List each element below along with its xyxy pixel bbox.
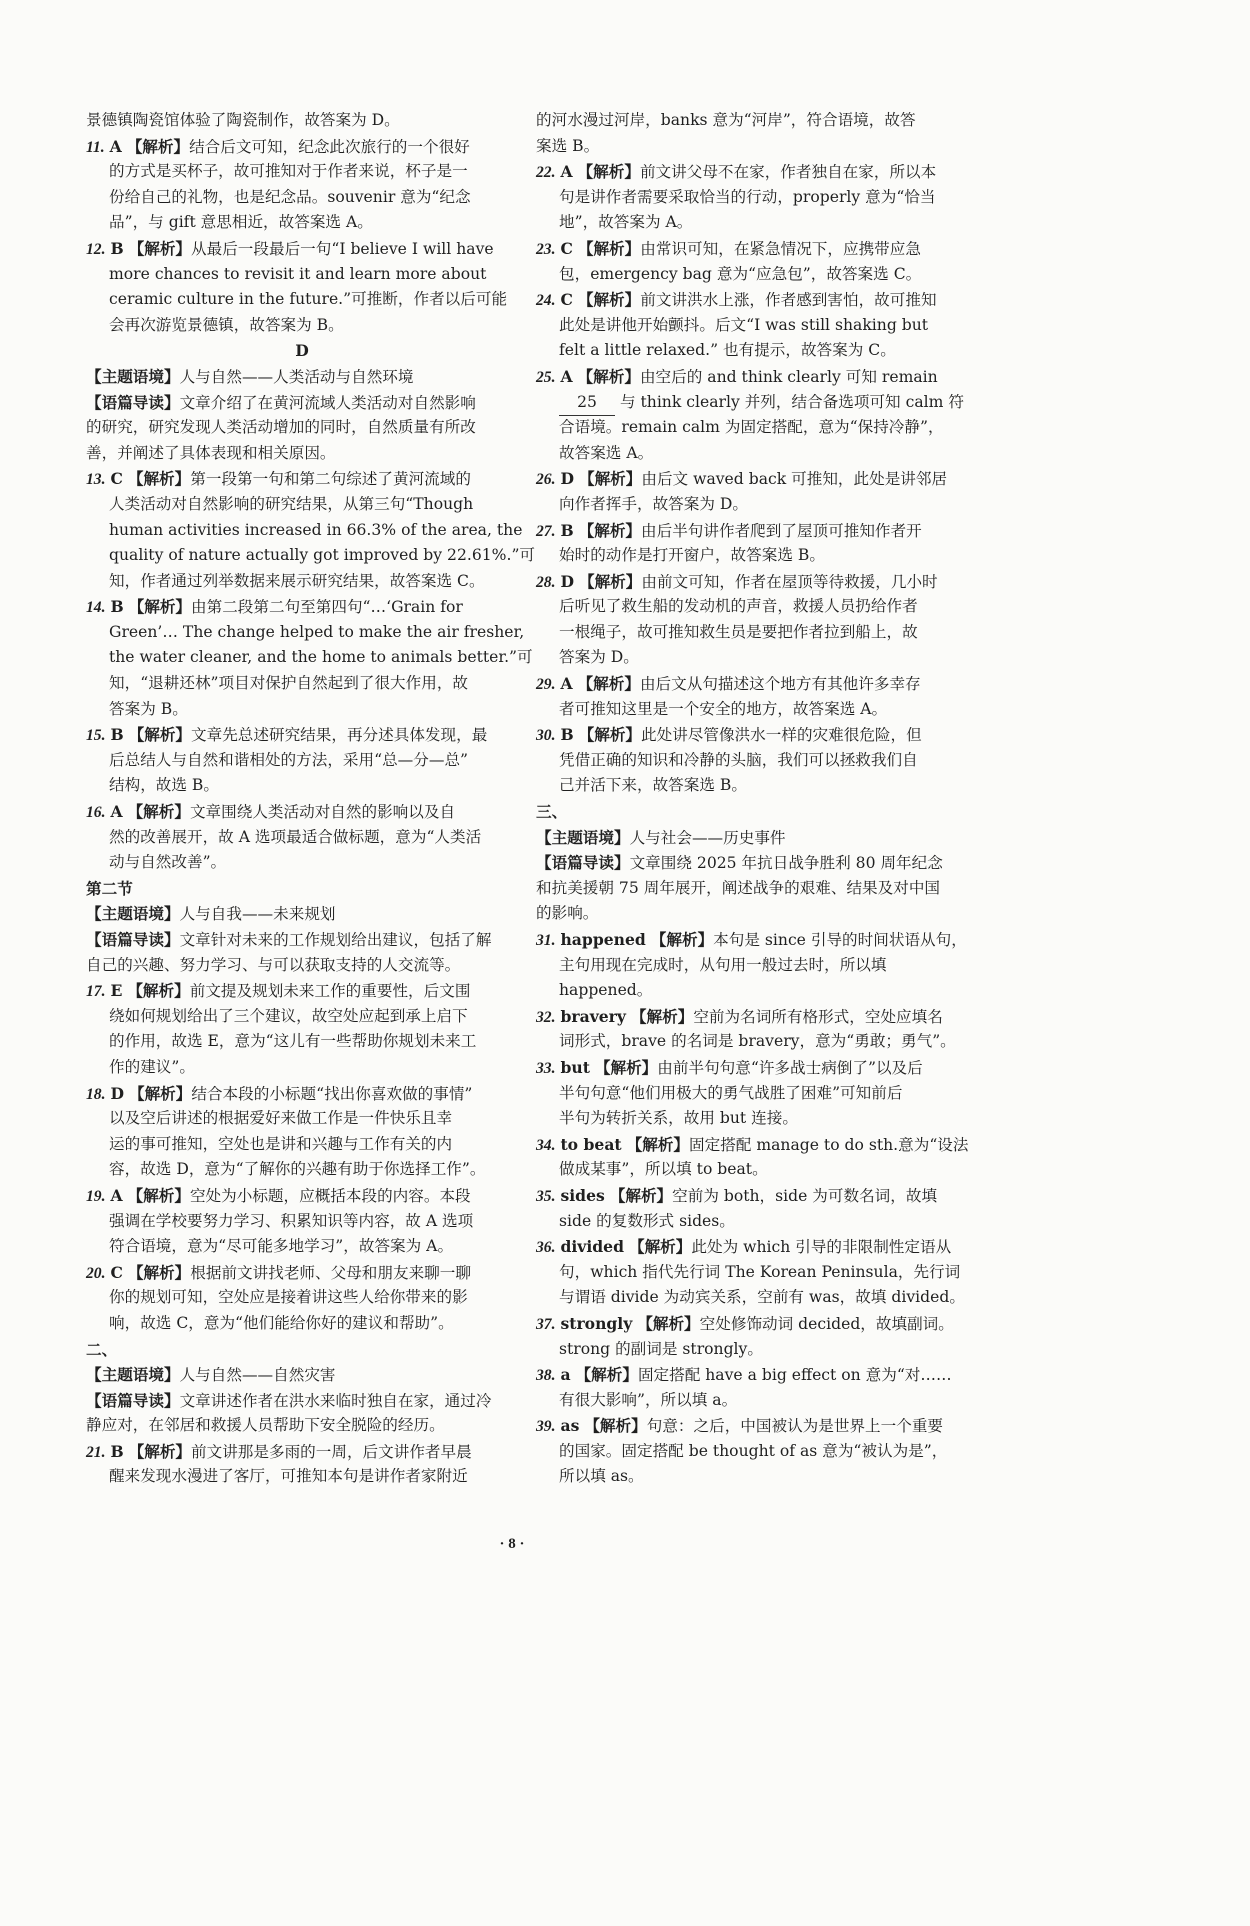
- text-line: 答案为 D。: [559, 648, 639, 667]
- answer-item: [86, 466, 536, 594]
- analysis-tag: 【解析】: [577, 290, 641, 310]
- answer-choice: B: [110, 1441, 124, 1461]
- text-line: [86, 364, 518, 390]
- text-line: happened。: [559, 981, 653, 1000]
- answer-choice: A: [560, 366, 573, 386]
- text-line: [86, 594, 518, 620]
- question-number: 13.: [86, 471, 106, 489]
- text-line: [536, 236, 972, 262]
- text-line: [536, 287, 972, 313]
- answer-item: [86, 1260, 518, 1337]
- section-heading: D: [295, 341, 309, 361]
- analysis-text: 空处为小标题，应概括本段的内容。本段: [189, 1186, 471, 1205]
- context-block: [86, 1388, 518, 1439]
- question-number: 23.: [536, 240, 556, 258]
- text-line: 醒来发现水漫进了客厅，可推知本句是讲作者家附近: [109, 1467, 468, 1486]
- analysis-text: 前文提及规划未来工作的重要性，后文围: [189, 982, 471, 1001]
- question-number: 33.: [536, 1059, 556, 1077]
- answer-choice: C: [560, 238, 573, 258]
- text-line: human activities increased in 66.3% of the area, the: [109, 520, 523, 539]
- text-line: ceramic culture in the future.”可推断，作者以后可能: [109, 290, 508, 309]
- text-line: Green’… The change helped to make the air fresher,: [109, 622, 525, 641]
- analysis-text: 由前文可知，作者在屋顶等待救援，几小时: [641, 572, 938, 591]
- text-line: 知，“退耕还林”项目对保护自然起到了很大作用，故: [109, 674, 469, 693]
- analysis-tag: 【解析】: [127, 802, 190, 822]
- answer-choice: D: [560, 469, 574, 489]
- text-line: 品”，与 gift 意思相近，故答案选 A。: [109, 213, 373, 232]
- section-title: 第二节: [86, 878, 133, 898]
- text-line: 答案为 B。: [109, 699, 188, 718]
- analysis-tag: 【解析】: [626, 1134, 689, 1154]
- context-text: 人与自然——人类活动与自然环境: [179, 367, 414, 386]
- answer-item: [536, 1234, 972, 1311]
- text-line: [86, 1260, 518, 1286]
- analysis-tag: 【解析】: [575, 1365, 638, 1385]
- analysis-tag: 【解析】: [127, 1185, 190, 1205]
- text-line: [86, 1388, 518, 1414]
- answer-item: [86, 978, 518, 1080]
- text-line: 响，故选 C，意为“他们能给你好的建议和帮助”。: [109, 1313, 454, 1332]
- question-number: 15.: [86, 727, 106, 745]
- analysis-tag: 【解析】: [577, 238, 641, 258]
- answer-choice: B: [110, 725, 124, 745]
- question-number: 25.: [536, 368, 556, 386]
- text-line: [536, 722, 972, 748]
- analysis-tag: 【解析】: [594, 1057, 658, 1077]
- text-line: 所以填 as。: [559, 1467, 644, 1486]
- text-line: 动与自然改善”。: [109, 853, 227, 872]
- text-line: [86, 466, 518, 492]
- text-line: 案选 B。: [536, 136, 600, 155]
- analysis-text: 固定搭配 have a big effect on 意为“对……: [637, 1366, 952, 1385]
- analysis-tag: 【解析】: [650, 930, 714, 949]
- question-number: 18.: [86, 1085, 106, 1103]
- text-line: [86, 1081, 518, 1107]
- context-label: 【主题语境】: [86, 1365, 180, 1385]
- text-line: [536, 671, 972, 697]
- analysis-tag: 【解析】: [578, 469, 642, 489]
- answer-item: [536, 287, 972, 364]
- answer-item: [536, 1132, 972, 1183]
- question-number: 28.: [536, 573, 556, 591]
- text-line: 者可推知这里是一个安全的地方，故答案选 A。: [559, 699, 888, 718]
- text-line: 和抗美援朝 75 周年展开，阐述战争的艰难、结果及对中国: [536, 878, 941, 897]
- analysis-text: 文章先总述研究结果，再分述具体发现，最: [191, 726, 488, 745]
- context-label: 【语篇导读】: [536, 853, 630, 873]
- text-line: 人类活动对自然影响的研究结果，从第三句“Though: [109, 494, 474, 513]
- text-line: [86, 799, 518, 825]
- answer-choice: A: [560, 674, 573, 694]
- text-line: 以及空后讲述的根据爱好来做工作是一件快乐且幸: [109, 1109, 453, 1128]
- text-line: [86, 390, 518, 416]
- answer-item: [86, 594, 533, 722]
- answer-item: [86, 1081, 518, 1183]
- text-line: 句是讲作者需要采取恰当的行动，properly 意为“恰当: [559, 187, 936, 206]
- answer-item: [536, 1183, 972, 1234]
- question-number: 20.: [86, 1264, 106, 1282]
- question-number: 30.: [536, 727, 556, 745]
- section-title: 二、: [86, 1339, 118, 1359]
- text-line: [86, 978, 518, 1004]
- answer-choice: A: [109, 136, 122, 156]
- answer-choice: B: [560, 520, 574, 540]
- right-column: [536, 108, 972, 1490]
- text-line: 符合语境，意为“尽可能多地学习”，故答案为 A。: [109, 1237, 454, 1256]
- text-line: [536, 1362, 972, 1388]
- text-line: 的研究，研究发现人类活动增加的同时，自然质量有所改: [86, 418, 476, 437]
- context-text: 人与自我——未来规划: [179, 905, 336, 924]
- context-block: [86, 390, 518, 467]
- text-line: [536, 1004, 972, 1030]
- analysis-tag: 【解析】: [128, 238, 192, 258]
- section-title: 三、: [536, 802, 568, 822]
- analysis-text: 空处修饰动词 decided，故填副词。: [699, 1314, 954, 1333]
- answer-item: [536, 1413, 972, 1490]
- text-line: 凭借正确的知识和冷静的头脑，我们可以拯救我们自: [559, 750, 918, 769]
- answer-item: [536, 671, 972, 722]
- answer-choice: A: [110, 802, 123, 822]
- question-number: 29.: [536, 676, 556, 694]
- text-line: 半句为转折关系，故用 but 连接。: [559, 1109, 798, 1128]
- text-line: 此处是讲他开始颤抖。后文“I was still shaking but: [559, 315, 929, 334]
- analysis-tag: 【解析】: [128, 1441, 192, 1461]
- text-line: [536, 1234, 972, 1260]
- text-line: 善，并阐述了具体表现和相关原因。: [86, 443, 336, 462]
- question-number: 34.: [536, 1136, 556, 1154]
- text-line: [86, 134, 518, 160]
- question-number: 39.: [536, 1418, 556, 1436]
- analysis-text: 由后文从句描述这个地方有其他许多幸存: [639, 675, 921, 694]
- text-line: [536, 1413, 972, 1439]
- analysis-text: 文章围绕人类活动对自然的影响以及自: [189, 803, 456, 822]
- analysis-tag: 【解析】: [578, 520, 642, 540]
- answer-item: [86, 1183, 518, 1260]
- text-line: 合语境。remain calm 为固定搭配，意为“保持冷静”，: [559, 418, 944, 437]
- analysis-text: 前文讲父母不在家，作者独自在家，所以本: [639, 163, 937, 182]
- analysis-tag: 【解析】: [628, 1237, 692, 1257]
- text-line: 地”，故答案为 A。: [559, 213, 693, 232]
- analysis-text: 由前半句句意“许多战士病倒了”以及后: [657, 1058, 923, 1077]
- answer-choice: but: [560, 1057, 590, 1077]
- answer-choice: A: [110, 1185, 123, 1205]
- context-block: [536, 850, 972, 927]
- analysis-tag: 【解析】: [578, 725, 642, 745]
- text-line: 做成某事”，所以填 to beat。: [559, 1160, 768, 1179]
- context-text: 人与自然——自然灾害: [179, 1366, 336, 1385]
- text-line: 份给自己的礼物，也是纪念品。souvenir 意为“纪念: [109, 187, 471, 206]
- text-line: [536, 1183, 972, 1209]
- answer-choice: bravery: [560, 1006, 626, 1026]
- text-line: [86, 901, 518, 927]
- analysis-text: 前文讲洪水上涨，作者感到害怕，故可推知: [640, 291, 937, 310]
- answer-item: [536, 1004, 972, 1055]
- question-number: 12.: [86, 240, 106, 258]
- text-line: 绕如何规划给出了三个建议，故空处应起到承上启下: [109, 1006, 468, 1025]
- analysis-text: 结合本段的小标题“找出你喜欢做的事情”: [191, 1084, 473, 1103]
- question-number: 36.: [536, 1239, 556, 1257]
- context-block: [86, 1362, 518, 1388]
- context-text: 文章针对未来的工作规划给出建议，包括了解: [179, 931, 492, 949]
- text-line: [86, 722, 518, 748]
- analysis-tag: 【解析】: [127, 981, 190, 1001]
- analysis-tag: 【解析】: [630, 1006, 694, 1026]
- analysis-text: 由后半句讲作者爬到了屋顶可推知作者开: [641, 521, 922, 540]
- text-line: 故答案选 A。: [559, 443, 654, 462]
- text-line: [536, 825, 972, 851]
- analysis-tag: 【解析】: [128, 725, 192, 745]
- answer-choice: C: [110, 469, 123, 489]
- analysis-text: 由第二段第二句至第四句“…‘Grain for: [191, 598, 463, 617]
- left-column: [86, 108, 536, 1490]
- context-text: 人与社会——历史事件: [629, 828, 786, 847]
- answer-item: [86, 134, 518, 236]
- text-line: [536, 1132, 972, 1158]
- text-line: [536, 1055, 972, 1081]
- text-line: 主句用现在完成时，从句用一般过去时，所以填: [559, 955, 887, 974]
- analysis-text: 从最后一段最后一句“I believe I will have: [191, 239, 494, 258]
- answer-choice: E: [110, 981, 123, 1001]
- context-label: 【主题语境】: [86, 366, 180, 386]
- text-line: [86, 1439, 518, 1465]
- question-number: 35.: [536, 1187, 556, 1205]
- text-line: 景德镇陶瓷馆体验了陶瓷制作，故答案为 D。: [86, 111, 400, 129]
- answer-choice: D: [560, 571, 574, 591]
- text-line: [536, 1311, 972, 1337]
- text-line: 你的规划可知，空处应是接着讲这些人给你带来的影: [109, 1288, 468, 1307]
- text-line: [536, 850, 972, 876]
- analysis-tag: 【解析】: [128, 1083, 192, 1103]
- analysis-tag: 【解析】: [127, 1262, 191, 1282]
- text-line: 一根绳子，故可推知救生员是要把作者拉到船上，故: [559, 622, 918, 641]
- text-line: 半句句意“他们用极大的勇气战胜了困难”可知前后: [559, 1083, 903, 1102]
- question-number: 38.: [536, 1367, 556, 1385]
- text-line: [86, 1362, 518, 1388]
- analysis-text: 此处为 which 引导的非限制性定语从: [691, 1238, 952, 1257]
- text-line: [536, 466, 972, 492]
- text-line: 有很大影响”，所以填 a。: [559, 1390, 738, 1409]
- context-label: 【语篇导读】: [86, 1390, 180, 1410]
- text-line: 与谓语 divide 为动宾关系，空前有 was，故填 divided。: [559, 1288, 965, 1307]
- answer-choice: as: [560, 1416, 580, 1436]
- text-line: 后听见了救生船的发动机的声音，救援人员扔给作者: [559, 597, 918, 616]
- context-label: 【语篇导读】: [86, 930, 180, 949]
- text-line: the water cleaner, and the home to animals better.”可: [109, 648, 533, 667]
- context-text: 文章讲述作者在洪水来临时独自在家，通过冷: [179, 1391, 492, 1410]
- question-number: 21.: [86, 1443, 106, 1461]
- analysis-text: 由常识可知，在紧急情况下，应携带应急: [640, 239, 921, 258]
- text-line: strong 的副词是 strongly。: [559, 1339, 763, 1358]
- analysis-text: 第一段第一句和第二句综述了黄河流域的: [190, 470, 471, 489]
- analysis-text: 结合后文可知，纪念此次旅行的一个很好: [189, 137, 470, 156]
- analysis-tag: 【解析】: [584, 1416, 647, 1436]
- answer-item: [536, 722, 972, 799]
- question-number: 37.: [536, 1315, 556, 1333]
- continued-paragraph: [86, 108, 518, 134]
- text-line: [86, 236, 518, 262]
- text-line: [536, 569, 972, 595]
- context-text: 文章围绕 2025 年抗日战争胜利 80 周年纪念: [629, 854, 943, 873]
- text-line: 作的建议”。: [109, 1057, 195, 1076]
- text-line: 静应对，在邻居和救援人员帮助下安全脱险的经历。: [86, 1416, 445, 1435]
- question-number: 16.: [86, 804, 106, 822]
- context-block: [86, 927, 518, 978]
- text-line: 始时的动作是打开窗户，故答案选 B。: [559, 546, 825, 565]
- analysis-text: 本句是 since 引导的时间状语从句，: [713, 931, 967, 949]
- text-line: [536, 927, 972, 953]
- question-number: 22.: [536, 164, 556, 182]
- text-line: 包，emergency bag 意为“应急包”，故答案选 C。: [559, 264, 922, 283]
- text-line: 句，which 指代先行词 The Korean Peninsula，先行词: [559, 1262, 961, 1281]
- analysis-tag: 【解析】: [637, 1313, 700, 1333]
- analysis-tag: 【解析】: [126, 136, 190, 156]
- answer-item: [536, 159, 972, 236]
- question-number: 31.: [536, 932, 556, 949]
- context-label: 【主题语境】: [86, 904, 180, 924]
- question-number: 24.: [536, 292, 556, 310]
- answer-item: [536, 569, 972, 671]
- context-label: 【主题语境】: [536, 827, 630, 847]
- answer-item: [536, 927, 972, 1004]
- context-block: [536, 825, 972, 851]
- text-line: 强调在学校要努力学习、积累知识等内容，故 A 选项: [109, 1211, 474, 1230]
- text-line: 己并活下来，故答案选 B。: [559, 776, 747, 795]
- answer-choice: A: [560, 162, 573, 182]
- text-line: 的国家。固定搭配 be thought of as 意为“被认为是”，: [559, 1441, 948, 1460]
- question-number: 19.: [86, 1187, 106, 1205]
- answer-item: [536, 518, 972, 569]
- text-line: quality of nature actually got improved by 22.61%.”可: [109, 546, 536, 565]
- text-line: 词形式，brave 的名词是 bravery，意为“勇敢；勇气”。: [559, 1032, 956, 1051]
- answer-choice: B: [110, 597, 124, 617]
- analysis-text: 空前为 both，side 为可数名词，故填: [672, 1186, 938, 1205]
- answer-item: [86, 799, 518, 876]
- analysis-text: 根据前文讲找老师、父母和朋友来聊一聊: [190, 1263, 471, 1282]
- line-text: 与 think clearly 并列，结合备选项可知 calm 符: [615, 392, 964, 411]
- answer-item: [536, 364, 972, 466]
- answer-choice: a: [560, 1365, 571, 1385]
- text-line: 的方式是买杯子，故可推知对于作者来说，杯子是一: [109, 162, 468, 181]
- analysis-tag: 【解析】: [127, 469, 191, 489]
- answer-choice: B: [560, 725, 574, 745]
- answer-item: [536, 1055, 972, 1132]
- analysis-tag: 【解析】: [128, 597, 192, 617]
- text-line: 的影响。: [536, 904, 599, 923]
- answer-choice: C: [560, 290, 573, 310]
- context-label: 【语篇导读】: [86, 392, 180, 412]
- text-line: 然的改善展开，故 A 选项最适合做标题，意为“人类活: [109, 827, 482, 846]
- continued-paragraph: [536, 108, 972, 159]
- analysis-text: 由后文 waved back 可推知，此处是讲邻居: [641, 470, 948, 489]
- text-line: side 的复数形式 sides。: [559, 1211, 735, 1230]
- analysis-text: 句意：之后，中国被认为是世界上一个重要: [646, 1417, 944, 1436]
- analysis-text: 固定搭配 manage to do sth.意为“设法: [689, 1135, 969, 1154]
- answer-item: [536, 466, 972, 517]
- text-line: 知，作者通过列举数据来展示研究结果，故答案选 C。: [109, 571, 485, 590]
- question-number: 17.: [86, 983, 106, 1001]
- answer-item: [86, 1439, 518, 1490]
- answer-choice: C: [110, 1262, 123, 1282]
- text-line: 会再次游览景德镇，故答案为 B。: [109, 315, 344, 334]
- answer-choice: strongly: [560, 1313, 633, 1333]
- text-line: [536, 364, 972, 390]
- analysis-tag: 【解析】: [578, 571, 642, 591]
- question-number: 26.: [536, 471, 556, 489]
- analysis-tag: 【解析】: [577, 162, 640, 182]
- text-line: [86, 1183, 518, 1209]
- analysis-tag: 【解析】: [577, 366, 640, 386]
- question-number: 14.: [86, 599, 106, 617]
- text-line: [536, 518, 972, 544]
- text-line: 自己的兴趣、努力学习、与可以获取支持的人交流等。: [86, 955, 461, 974]
- text-line: 的河水漫过河岸，banks 意为“河岸”，符合语境，故答: [536, 111, 916, 129]
- text-line: more chances to revisit it and learn more about: [109, 264, 487, 283]
- analysis-tag: 【解析】: [577, 674, 640, 694]
- text-line: [86, 927, 518, 953]
- answer-choice: divided: [560, 1237, 625, 1257]
- answer-item: [536, 1311, 972, 1362]
- text-line: 容，故选 D，意为“了解你的兴趣有助于你选择工作”。: [109, 1160, 486, 1179]
- context-text: 文章介绍了在黄河流域人类活动对自然影响: [179, 393, 476, 412]
- page-number: · 8 ·: [499, 1536, 525, 1552]
- answer-choice: happened: [560, 930, 646, 949]
- analysis-text: 由空后的 and think clearly 可知 remain: [639, 367, 938, 386]
- text-line: 的作用，故选 E，意为“这儿有一些帮助你规划未来工: [109, 1032, 477, 1051]
- answer-item: [536, 236, 972, 287]
- analysis-text: 前文讲那是多雨的一周，后文讲作者早晨: [191, 1442, 472, 1461]
- answer-choice: sides: [560, 1185, 605, 1205]
- text-line: [536, 390, 972, 416]
- analysis-tag: 【解析】: [609, 1185, 673, 1205]
- analysis-text: 此处讲尽管像洪水一样的灾难很危险，但: [641, 726, 922, 745]
- text-line: 后总结人与自然和谐相处的方法，采用“总—分—总”: [109, 750, 469, 769]
- question-number: 32.: [536, 1008, 556, 1026]
- text-line: felt a little relaxed.” 也有提示，故答案为 C。: [559, 341, 896, 360]
- answer-choice: B: [110, 238, 124, 258]
- text-line: 结构，故选 B。: [109, 776, 219, 795]
- answer-choice: to beat: [560, 1134, 622, 1154]
- answer-item: [86, 236, 518, 338]
- analysis-text: 空前为名词所有格形式，空处应填名: [693, 1007, 943, 1026]
- blank-number: 25: [559, 390, 615, 417]
- answer-item: [536, 1362, 972, 1413]
- question-number: 27.: [536, 522, 556, 540]
- text-line: 向作者挥手，故答案为 D。: [559, 494, 748, 513]
- answer-item: [86, 722, 518, 799]
- context-block: [86, 901, 518, 927]
- answer-choice: D: [110, 1083, 124, 1103]
- text-line: [536, 159, 972, 185]
- question-number: 11.: [86, 138, 105, 156]
- text-line: 运的事可推知，空处也是讲和兴趣与工作有关的内: [109, 1134, 453, 1153]
- context-block: [86, 364, 518, 390]
